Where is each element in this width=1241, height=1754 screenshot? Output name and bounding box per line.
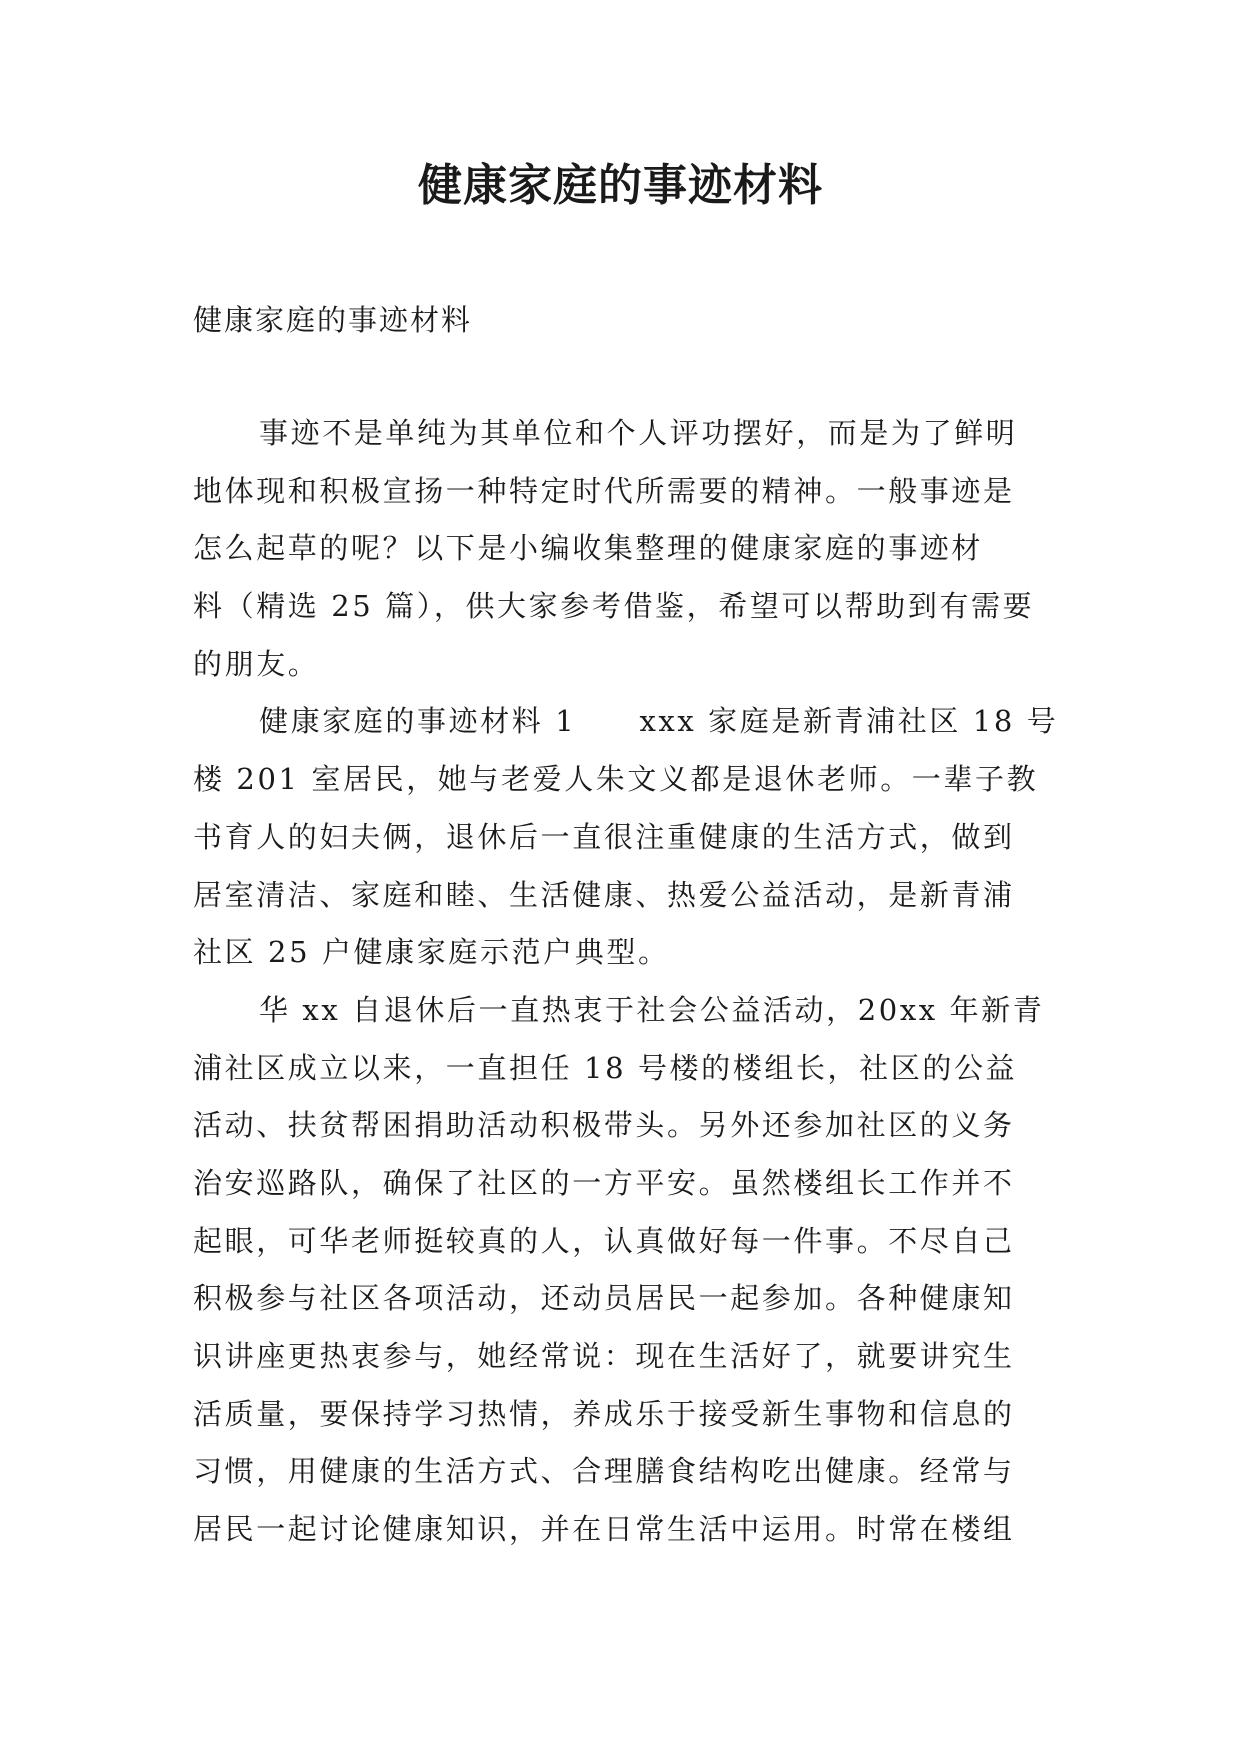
body-text-line: 华 xx 自退休后一直热衷于社会公益活动，20xx 年新青 <box>259 992 1045 1027</box>
body-text-line: 积极参与社区各项活动，还动员居民一起参加。各种健康知 <box>193 1281 1015 1316</box>
body-text-line: 居民一起讨论健康知识，并在日常生活中运用。时常在楼组 <box>193 1512 1015 1547</box>
body-text-line: 活动、扶贫帮困捐助活动积极带头。另外还参加社区的义务 <box>193 1108 1015 1143</box>
document-subtitle: 健康家庭的事迹材料 <box>193 303 473 337</box>
body-text-line: 的朋友。 <box>193 646 320 681</box>
body-text-line: 怎么起草的呢？以下是小编收集整理的健康家庭的事迹材 <box>193 531 984 566</box>
body-text-line: 健康家庭的事迹材料 1 xxx 家庭是新青浦社区 18 号 <box>259 704 1059 739</box>
body-text-line: 事迹不是单纯为其单位和个人评功摆好，而是为了鲜明 <box>259 416 1018 450</box>
body-text-line: 楼 201 室居民，她与老爱人朱文义都是退休老师。一辈子教 <box>193 762 1039 797</box>
body-text-line: 习惯，用健康的生活方式、合理膳食结构吃出健康。经常与 <box>193 1454 1015 1489</box>
body-text-line: 社区 25 户健康家庭示范户典型。 <box>193 935 670 970</box>
body-text-line: 料（精选 25 篇），供大家参考借鉴，希望可以帮助到有需要 <box>193 589 1035 624</box>
document-body <box>193 413 1059 1567</box>
body-text-line: 起眼，可华老师挺较真的人，认真做好每一件事。不尽自己 <box>193 1223 1015 1258</box>
body-text-line: 书育人的妇夫俩，退休后一直很注重健康的生活方式，做到 <box>193 819 1015 854</box>
body-text-line: 活质量，要保持学习热情，养成乐于接受新生事物和信息的 <box>193 1396 1015 1431</box>
body-text-line: 居室清洁、家庭和睦、生活健康、热爱公益活动，是新青浦 <box>193 877 1015 912</box>
document-title: 健康家庭的事迹材料 <box>418 160 823 211</box>
body-text-line: 地体现和积极宣扬一种特定时代所需要的精神。一般事迹是 <box>193 473 1015 508</box>
body-text-line: 浦社区成立以来，一直担任 18 号楼的楼组长，社区的公益 <box>193 1050 1018 1085</box>
body-text-line: 治安巡路队，确保了社区的一方平安。虽然楼组长工作并不 <box>193 1165 1015 1200</box>
body-text-line: 识讲座更热衷参与，她经常说：现在生活好了，就要讲究生 <box>193 1339 1015 1373</box>
